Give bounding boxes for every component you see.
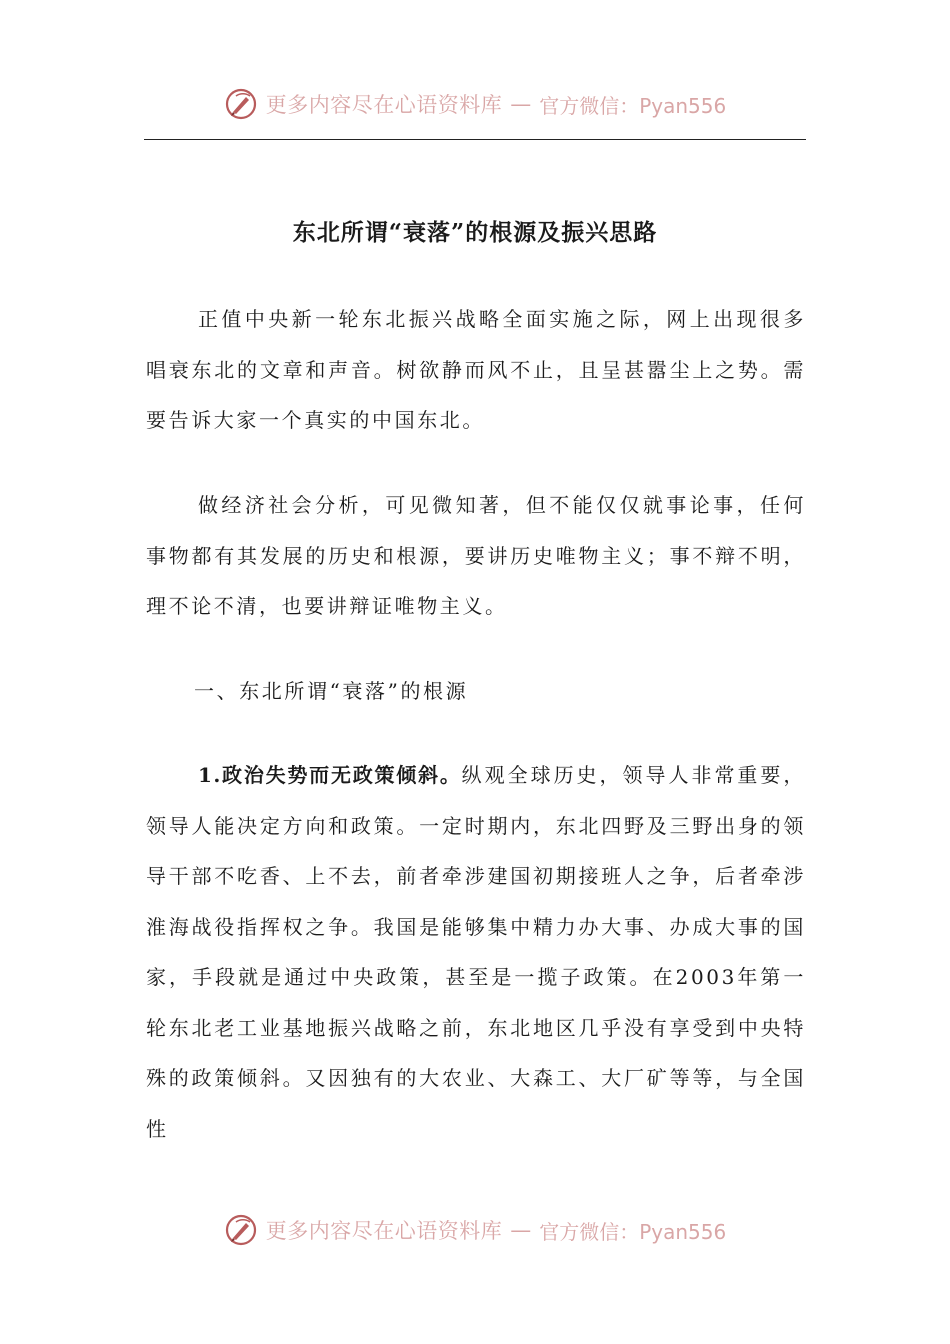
footer-watermark xyxy=(0,1208,950,1252)
paragraph-intro: 正值中央新一轮东北振兴战略全面实施之际，网上出现很多唱衰东北的文章和声音。树欲静而风不止，且呈甚嚣尘上之势。需要告诉大家一个真实的中国东北。 xyxy=(146,307,806,432)
watermark-text: 更多内容尽在心语资料库 xyxy=(265,93,503,117)
section-heading: 一、东北所谓“衰落”的根源 xyxy=(194,679,469,703)
pen-logo-icon xyxy=(224,1213,258,1247)
paragraph-point-1 xyxy=(146,750,806,1154)
watermark-official: 官方微信：Pyan556 xyxy=(539,1219,727,1244)
header-watermark xyxy=(0,82,950,126)
watermark-separator: — xyxy=(510,92,532,116)
watermark-separator: — xyxy=(510,1218,532,1242)
watermark-official: 官方微信：Pyan556 xyxy=(539,93,727,118)
point-1-text: 纵观全球历史，领导人非常重要，领导人能决定方向和政策。一定时期内，东北四野及三野出身的领导干部不吃香、上不去，前者牵涉建国初期接班人之争，后者牵涉淮海战役指挥权之争。我国是能够集中精力办大事、办成大事的国家，手段就是通过中央政策，甚至是一揽子政策。在2003年第一轮东北老工业基地振兴战略之前，东北地区几乎没有享受到中央特殊的政策倾斜。又因独有的大农业、大森工、大厂矿等等，与全国性 xyxy=(146,763,806,1141)
paragraph-method: 做经济社会分析，可见微知著，但不能仅仅就事论事，任何事物都有其发展的历史和根源，要讲历史唯物主义；事不辩不明，理不论不清，也要讲辩证唯物主义。 xyxy=(146,493,806,618)
point-1-lead: 1.政治失势而无政策倾斜。 xyxy=(198,763,462,787)
pen-logo-icon xyxy=(224,87,258,121)
document-title: 东北所谓“衰落”的根源及振兴思路 xyxy=(292,219,658,246)
header-rule xyxy=(144,139,806,140)
watermark-text: 更多内容尽在心语资料库 xyxy=(265,1219,503,1243)
